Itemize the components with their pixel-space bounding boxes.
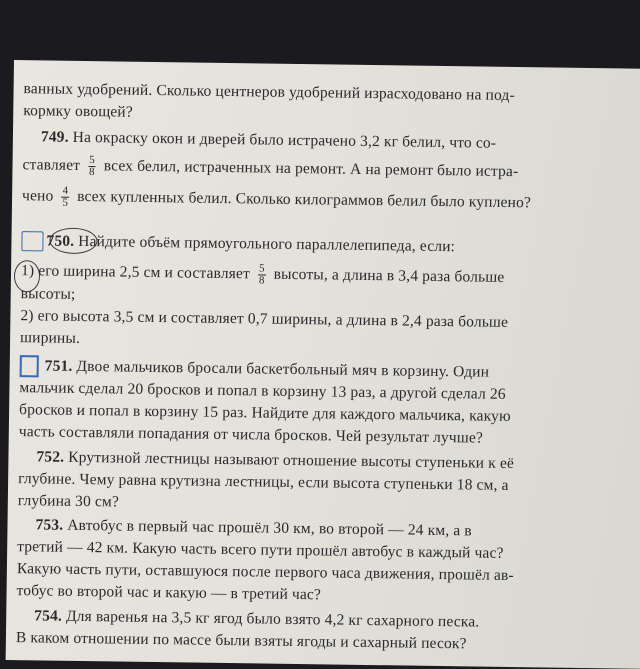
text-fragment: высоты, а длина в 3,4 раза больше (273, 265, 505, 286)
text-line: Автобус в первый час прошёл 30 км, во второй — 24 км, а в (67, 516, 472, 540)
text-line: ванных удобрений. Сколько центнеров удобрений израсходовано на под- (23, 80, 515, 104)
text-fragment: чено (21, 187, 54, 205)
problem-number: 750. (46, 232, 75, 250)
paragraph-continuation (23, 78, 624, 130)
text-line: 2) его высота 3,5 см и составляет 0,7 ширины, а длина в 2,4 раза больше (20, 307, 509, 331)
text-line: мальчик сделал 20 бросков и попал в корзину 13 раз, а другой сделал 26 (19, 379, 506, 404)
text-line: часть составляли попадания от числа бросков. Чей результат лучше? (18, 423, 484, 448)
group-work-icon (21, 232, 43, 252)
problem-754 (16, 605, 617, 657)
text-line: Какую часть пути, оставшуюся после первого часа движения, прошёл ав- (16, 560, 514, 585)
text-line: высоты; (20, 285, 76, 303)
text-line: бросков и попал в корзину 15 раз. Найдите для каждого мальчика, какую (18, 401, 511, 426)
problem-749 (22, 126, 623, 216)
pencil-circle-mark (49, 228, 97, 255)
problem-number: 753. (35, 516, 64, 534)
text-fragment: всех купленных белил. Сколько килограммов белил было куплено? (77, 187, 532, 212)
text-line: На окраску окон и дверей было истрачено 3,2 кг белил, что со- (72, 128, 497, 152)
text-line: Крутизной лестницы называют отношение высоты ступеньки к её (68, 448, 515, 473)
text-line: Найдите объём прямоугольного параллелепипеда, если: (78, 232, 456, 256)
textbook-page (6, 60, 640, 669)
fraction-4-5: $\frac{4}{5}$ (62, 184, 69, 209)
problem-753 (16, 514, 617, 610)
text-line: В каком отношении по массе были взяты ягоды и сахарный песок? (15, 629, 467, 653)
text-fragment: ставляет (22, 156, 81, 174)
problem-751 (19, 355, 620, 452)
text-line: глубине. Чему равна крутизна лестницы, если высота ступеньки 18 см, а (18, 470, 509, 494)
text-line: ширины. (20, 329, 81, 347)
fraction-5-8: $\frac{5}{8}$ (258, 262, 265, 287)
problem-number: 749. (40, 128, 69, 146)
problem-number: 752. (36, 448, 65, 466)
text-line: Двое мальчиков бросали баскетбольный мяч в корзину. Один (76, 357, 490, 381)
book-icon (20, 356, 39, 378)
problem-752 (18, 446, 619, 520)
text-fragment: всех белил, истраченных на ремонт. А на ремонт было истра- (103, 157, 519, 181)
text-fragment: 1) его ширина 2,5 см и составляет (20, 262, 251, 283)
problem-750 (20, 230, 622, 357)
text-line: кормку овощей? (23, 102, 133, 121)
text-line: тобус во второй час и какую — в третий час? (16, 582, 322, 604)
fraction-5-8: $\frac{5}{8}$ (88, 154, 95, 179)
text-line: третий — 42 км. Какую часть всего пути прошёл автобус в каждый час? (17, 538, 504, 562)
problem-number: 751. (44, 357, 73, 375)
text-line: глубина 30 см? (17, 492, 120, 511)
problem-number: 754. (34, 607, 63, 625)
text-line: Для варенья на 3,5 кг ягод было взято 4,2 кг сахарного песка. (65, 607, 480, 631)
